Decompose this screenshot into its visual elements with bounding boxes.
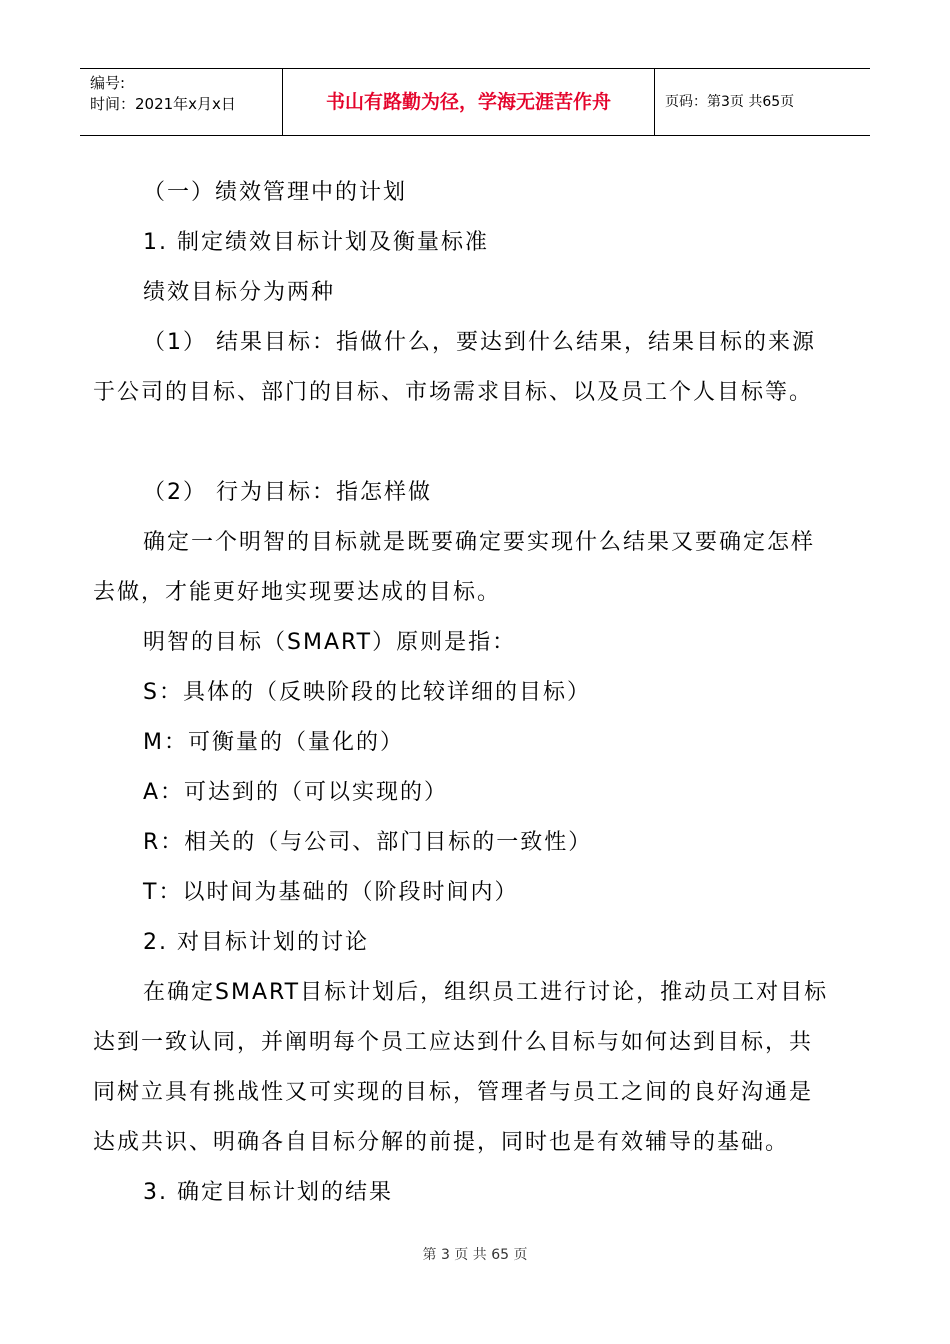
paragraph: （2） 行为目标：指怎样做: [143, 480, 432, 505]
paragraph-continuation: 同树立具有挑战性又可实现的目标，管理者与员工之间的良好沟通是: [93, 1080, 814, 1105]
smart-item-a: A：可达到的（可以实现的）: [143, 780, 449, 805]
subsection-heading: 2. 对目标计划的讨论: [143, 930, 369, 955]
page-header: [80, 68, 870, 136]
document-date: 时间：2021年x月x日: [90, 95, 236, 113]
paragraph-continuation: 于公司的目标、部门的目标、市场需求目标、以及员工个人目标等。: [93, 380, 814, 405]
page-footer: 第 3 页 共 65 页: [422, 1247, 528, 1263]
header-motto: 书山有路勤为径，学海无涯苦作舟: [283, 69, 655, 135]
header-page-info: 页码：第3页 共65页: [665, 94, 795, 110]
smart-item-s: S：具体的（反映阶段的比较详细的目标）: [143, 680, 591, 705]
paragraph-continuation: 达成共识、明确各自目标分解的前提，同时也是有效辅导的基础。: [93, 1130, 790, 1155]
paragraph-continuation: 去做，才能更好地实现要达成的目标。: [93, 580, 502, 605]
smart-item-r: R：相关的（与公司、部门目标的一致性）: [143, 830, 593, 855]
section-heading: （一）绩效管理中的计划: [143, 180, 408, 205]
blank-line: [93, 418, 865, 468]
paragraph-continuation: 达到一致认同，并阐明每个员工应达到什么目标与如何达到目标，共: [93, 1030, 814, 1055]
header-meta: [80, 69, 283, 135]
subsection-heading: 3. 确定目标计划的结果: [143, 1180, 393, 1205]
subsection-heading: 1. 制定绩效目标计划及衡量标准: [143, 230, 489, 255]
document-body: [93, 168, 865, 1218]
paragraph: 绩效目标分为两种: [143, 280, 336, 305]
smart-item-m: M：可衡量的（量化的）: [143, 730, 404, 755]
document-number-label: 编号:: [90, 74, 126, 92]
paragraph: 在确定SMART目标计划后，组织员工进行讨论，推动员工对目标: [143, 980, 829, 1005]
paragraph: 明智的目标（SMART）原则是指：: [143, 630, 517, 655]
smart-item-t: T：以时间为基础的（阶段时间内）: [143, 880, 519, 905]
paragraph: 确定一个明智的目标就是既要确定要实现什么结果又要确定怎样: [143, 530, 816, 555]
paragraph: （1） 结果目标：指做什么，要达到什么结果，结果目标的来源: [143, 330, 816, 355]
